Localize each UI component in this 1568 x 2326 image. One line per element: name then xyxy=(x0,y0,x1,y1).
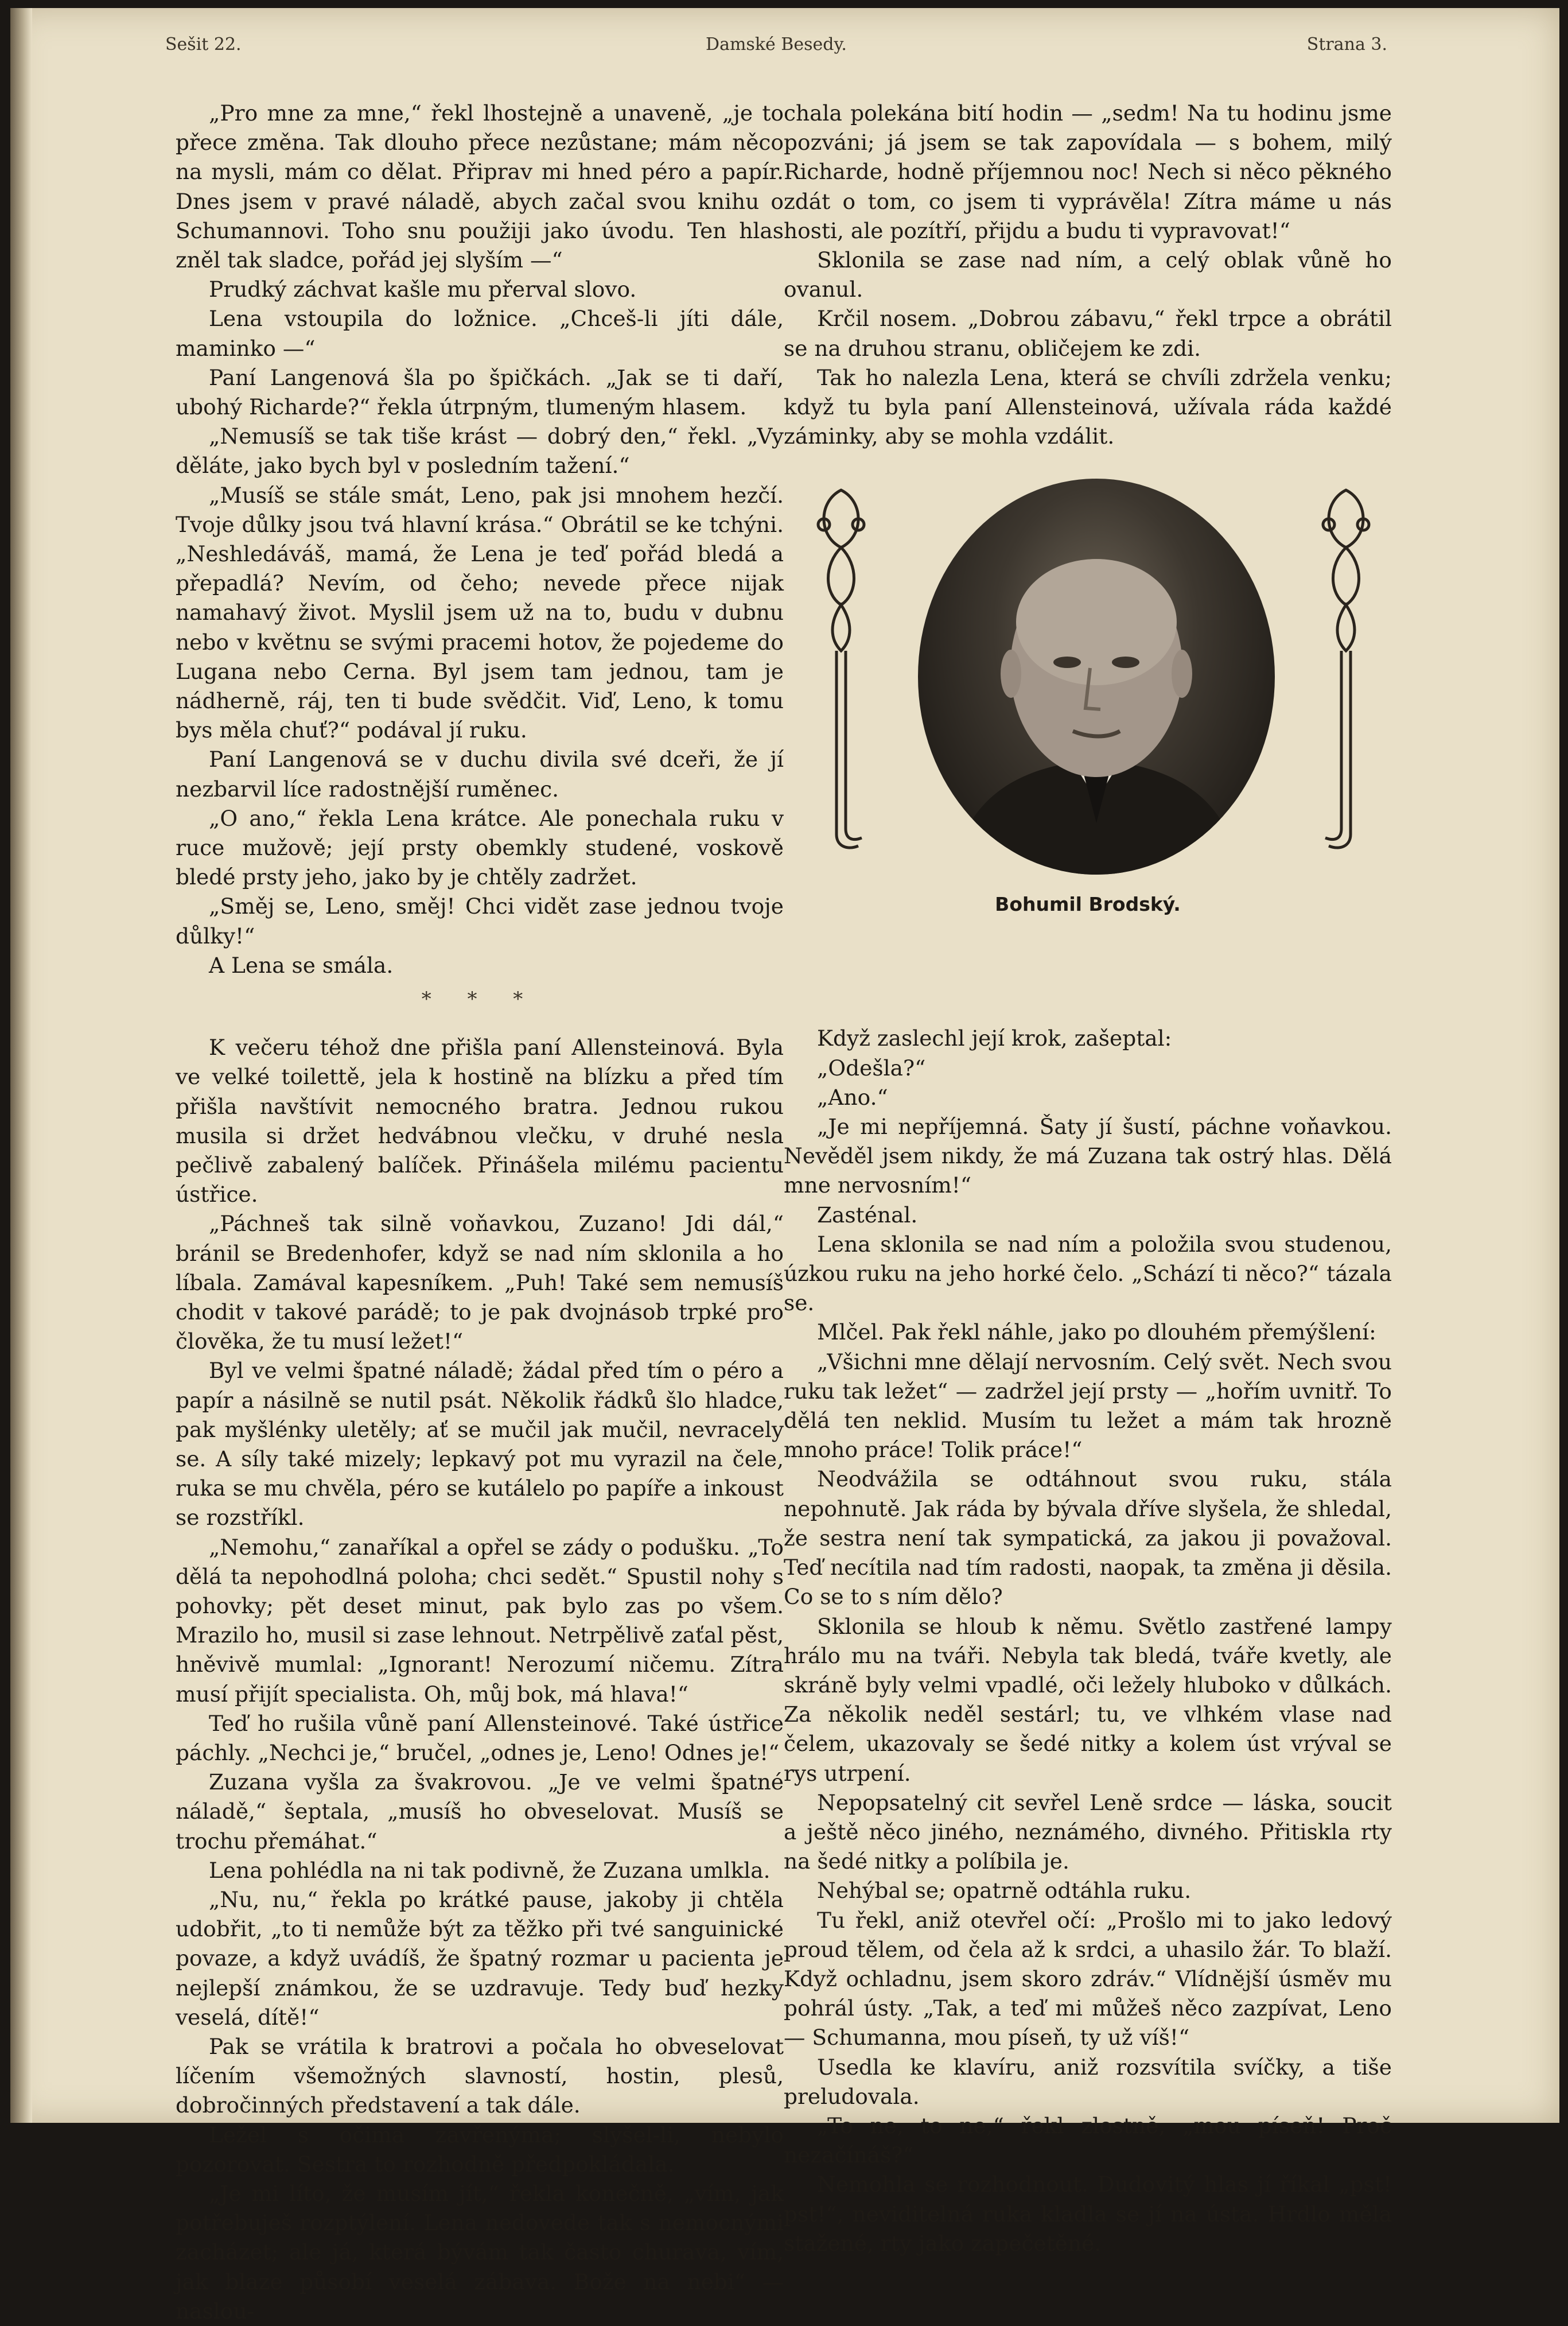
paragraph: Zasténal. xyxy=(817,1202,918,1228)
paragraph: Krčil nosem. „Dobrou zábavu,“ řekl trpce a obrátil se na druhou stranu, obličejem ke zdi. xyxy=(784,306,1392,361)
magazine-page xyxy=(10,8,1559,2324)
paragraph: Nepopsatelný cit sevřel Leně srdce — láska, soucit a ještě něco jiného, neznámého, divného. Přitiskla rty na šedé nitky a políbila je. xyxy=(784,1789,1392,1874)
paragraph: Paní Langenová se v duchu divila své dceři, že jí nezbarvil líce radostnější ruměnec. xyxy=(176,747,784,802)
paragraph: „O ano,“ řekla Lena krátce. Ale ponechala ruku v ruce mužově; její prsty obemkly studené, voskově bledé prsty jeho, jako by je chtěly zadržet. xyxy=(176,805,784,890)
portrait-illustration xyxy=(918,479,1275,875)
paragraph: Sklonila se hloub k němu. Světlo zastřené lampy hrálo mu na tváři. Nebyla tak bledá, tváře kvetly, ale skráně byly velmi vpadlé, oči ležely hluboko v důlkách. Za několik neděl sestárl; tu, ve vlhkém vlase nad čelem, ukazovaly se šedé nitky a kolem úst vrýval se rys utrpení. xyxy=(784,1613,1392,1786)
paragraph: Sklonila se zase nad ním, a celý oblak vůně ho ovanul. xyxy=(784,247,1392,302)
paragraph: Ležel s očima zavřenýma; slyšel-li, nebylo pozorovat. Sestra to rozhodně předpokládala. xyxy=(176,2122,784,2177)
paragraph: „Nemusíš se tak tiše krást — dobrý den,“ řekl. „Vy děláte, jako bych byl v posledním tažení.“ xyxy=(176,424,784,479)
magazine-title: Damské Besedy. xyxy=(706,34,847,55)
paragraph: „Odešla?“ xyxy=(817,1055,926,1081)
issue-number: Sešit 22. xyxy=(165,34,242,55)
paragraph: Lena sklonila se nad ním a položila svou studenou, úzkou ruku na jeho horké čelo. „Schází ti něco?“ tázala se. xyxy=(784,1231,1392,1316)
art-nouveau-ornament-left xyxy=(807,467,876,857)
paragraph-continuation: chala polekána bití hodin — „sedm! Na tu hodinu jsme pozváni; já jsem se tak zapovídala — s bohem, milý Richarde, hodně příjemnou noc! Nech si něco pěkného zdát o tom, co jsem ti vyprávěla! Zítra máme u nás hosti, ale pozítří, přijdu a budu ti vypravovat!“ xyxy=(784,100,1392,243)
portrait-caption: Bohumil Brodský. xyxy=(995,893,1181,916)
paragraph: Mlčel. Pak řekl náhle, jako po dlouhém přemýšlení: xyxy=(817,1319,1376,1345)
paragraph: „Nu, nu,“ řekla po krátké pause, jakoby ji chtěla udobřit, „to ti nemůže být za těžko při tvé sanguinické povaze, a když uvádíš, že špatný rozmar u pacienta je nejlepší známkou, že se uzdravuje. Tedy buď hezky veselá, dítě!“ xyxy=(176,1886,784,2030)
paragraph: Teď ho rušila vůně paní Allensteinové. Také ústřice páchly. „Nechci je,“ bručel, „odnes je, Leno! Odnes je!“ xyxy=(176,1710,784,1765)
paragraph: Lena pohlédla na ni tak podivně, že Zuzana umlkla. xyxy=(209,1857,771,1883)
paragraph: K večeru téhož dne přišla paní Allensteinová. Byla ve velké toilettě, jela k hostině na blízku a před tím přišla navštívit nemocného bratra. Jednou rukou musila si držet hedvábnou vlečku, v druhé nesla pečlivě zabalený balíček. Přinášela milému pacientu ústřice. xyxy=(176,1035,784,1207)
paragraph: „Směj se, Leno, směj! Chci vidět zase jednou tvoje důlky!“ xyxy=(176,894,784,949)
paragraph: „Je mi nepříjemná. Šaty jí šustí, páchne voňavkou. Nevěděl jsem nikdy, že má Zuzana tak ostrý hlas. Dělá mne nervosním!“ xyxy=(784,1114,1392,1198)
paragraph: Tu řekl, aniž otevřel očí: „Prošlo mi to jako ledový proud tělem, od čela až k srdci, a uhasilo žár. To blaží. Když ochladnu, jsem skoro zdráv.“ Vlídnější úsměv mu pohrál ústy. „Tak, a teď mi můžeš něco zazpívat, Leno — Schumanna, mou píseň, ty už víš!“ xyxy=(784,1907,1392,2051)
paragraph: Paní Langenová šla po špičkách. „Jak se ti daří, ubohý Richarde?“ řekla útrpným, tlumeným hlasem. xyxy=(176,364,784,420)
portrait-photo xyxy=(918,479,1275,875)
paragraph: „Páchneš tak silně voňavkou, Zuzano! Jdi dál,“ bránil se Bredenhofer, když se nad ním sklonila a ho líbala. Zamával kapesníkem. „Puh! Také sem nemusíš chodit v takové parádě; to je pak dvojnásob trpké pro člověka, že tu musí ležet!“ xyxy=(176,1211,784,1354)
paragraph: Nehýbal se; opatrně odtáhla ruku. xyxy=(817,1878,1192,1904)
paragraph: Byl ve velmi špatné náladě; žádal před tím o péro a papír a násilně se nutil psát. Několik řádků šlo hladce, pak myšlénky uletěly; ať se mučil jak mučil, nevracely se. A síly také mizely; lepkavý pot mu vyrazil na čele, ruka se mu chvěla, péro se kutálelo po papíře a inkoust se rozstříkl. xyxy=(176,1358,784,1531)
paragraph: Pak se vrátila k bratrovi a počala ho obveselovat líčením všemožných slavností, hostin, plesů, dobročinných představení a tak dále. xyxy=(176,2034,784,2118)
paragraph: Prudký záchvat kašle mu přerval slovo. xyxy=(209,277,637,302)
paragraph: „Je mi líto, že musím jít,“ řekla konečně, „vím, jak potřebuješ rozptýlení. Lena nedovede tak s nemocnými zacházet; ale já, která bývám tak často churava, vím, jak blaze působí veselá zábava. Bože na nebi“ — naslou- xyxy=(176,2181,784,2324)
paragraph: Zuzana vyšla za švakrovou. „Je ve velmi špatné náladě,“ šeptala, „musíš ho obveselovat. Musíš se trochu přemáhat.“ xyxy=(176,1769,784,1854)
page-number: Strana 3. xyxy=(1306,34,1387,55)
paragraph: Tak ho nalezla Lena, která se chvíli zdržela venku; když tu byla paní Allensteinová, užívala ráda každé záminky, aby se mohla vzdálit. xyxy=(784,364,1392,449)
paragraph: „To ne, to ne,“ řekl zlostně, „mou píseň! Proč nezačínáš?“ xyxy=(784,2113,1392,2168)
page-binding-edge xyxy=(10,8,32,2123)
left-column xyxy=(176,99,784,2326)
paragraph: „Pro mne za mne,“ řekl lhostejně a unaveně, „je to přece změna. Tak dlouho přece nezůstane; mám něco na mysli, mám co dělat. Připrav mi hned péro a papír. Dnes jsem v pravé náladě, abych začal svou knihu o Schumannovi. Toho snu použiji jako úvodu. Ten hlas zněl tak sladce, pořád jej slyším —“ xyxy=(176,100,784,273)
paragraph: „Všichni mne dělají nervosním. Celý svět. Nech svou ruku tak ležet“ — zadržel její prsty — „hořím uvnitř. To dělá ten neklid. Musím tu ležet a mám tak hrozně mnoho práce! Tolik práce!“ xyxy=(784,1349,1392,1463)
paragraph: Usedla ke klavíru, aniž rozsvítila svíčky, a tiše preludovala. xyxy=(784,2054,1392,2109)
paragraph: Když zaslechl její krok, zašeptal: xyxy=(817,1026,1172,1051)
paragraph: „Ano.“ xyxy=(817,1084,888,1110)
paragraph: „Musíš se stále smát, Leno, pak jsi mnohem hezčí. Tvoje důlky jsou tvá hlavní krása.“ Obrátil se ke tchýni. „Neshledáváš, mamá, že Lena je teď pořád bledá a přepadlá? Nevím, od čeho; nevede přece nijak namahavý život. Myslil jsem už na to, budu v dubnu nebo v květnu se svými pracemi hotov, že pojedeme do Lugana nebo Cerna. Byl jsem tam jednou, tam je nádherně, ráj, ten ti bude svědčit. Viď, Leno, k tomu bys měla chuť?“ podával jí ruku. xyxy=(176,482,784,743)
paragraph: Neodvážila se odtáhnout svou ruku, stála nepohnutě. Jak ráda by bývala dříve slyšela, že shledal, že sestra není tak sympatická, za jakou ji považoval. Teď necítila nad tím radosti, naopak, ta změna ji děsila. Co se to s ním dělo? xyxy=(784,1466,1392,1610)
paragraph: Nemohla se rozhodnout. Dudovitý hlas jí říkal „pst! pst!“, neviditelná ruka kladla se jí na ústa. Hrdlo měla stažené, rty jako zapečetěné. xyxy=(784,2172,1392,2256)
section-divider-asterisks: * * * xyxy=(421,988,538,1011)
right-column xyxy=(784,99,1392,2258)
portrait-figure xyxy=(784,467,1392,1018)
paragraph: A Lena se smála. xyxy=(209,952,394,978)
running-header xyxy=(165,34,1387,63)
paragraph: Lena vstoupila do ložnice. „Chceš-li jíti dále, maminko —“ xyxy=(176,306,784,361)
art-nouveau-ornament-right xyxy=(1312,467,1380,857)
paragraph: „Nemohu,“ zanaříkal a opřel se zády o podušku. „To dělá ta nepohodlná poloha; chci sedět.“ Spustil nohy s pohovky; pět deset minut, pak bylo zas po všem. Mrazilo ho, musil si zase lehnout. Netrpělivě zaťal pěst, hněvivě mumlal: „Ignorant! Nerozumí ničemu. Zítra musí přijít specialista. Oh, můj bok, má hlava!“ xyxy=(176,1534,784,1707)
